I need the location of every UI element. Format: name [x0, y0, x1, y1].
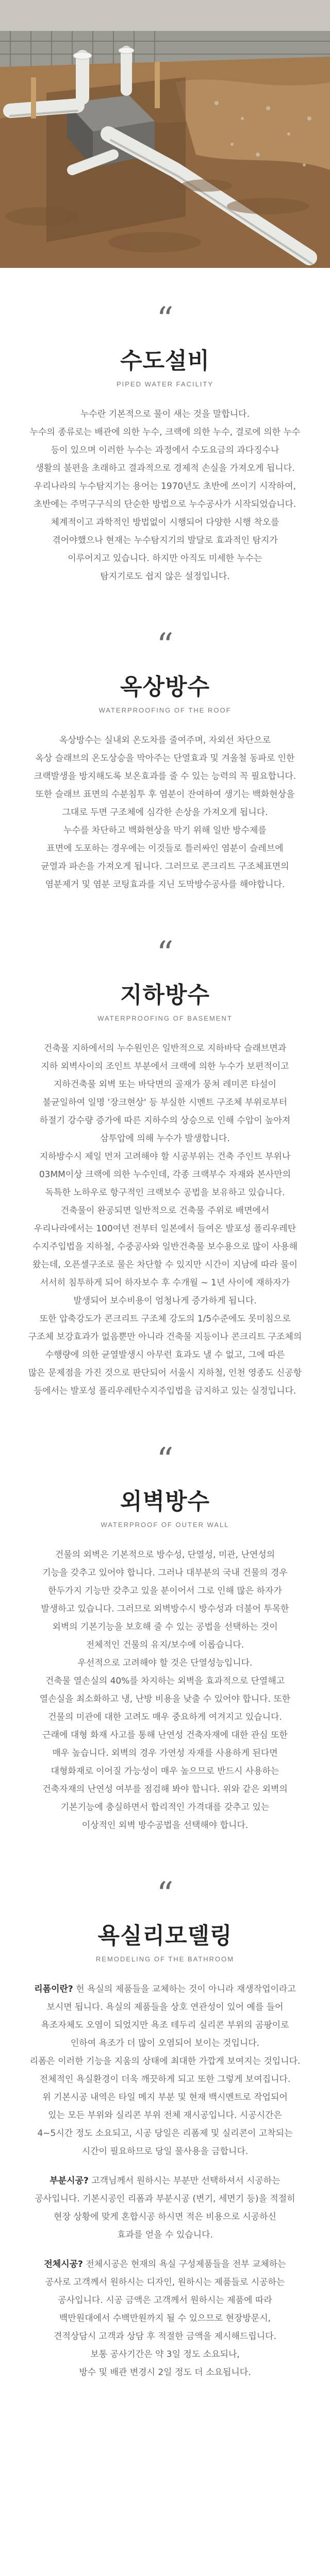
body-line: 현장 상황에 맞게 혼합시공 하시면 적은 비용으로 시공하신 — [54, 2212, 276, 2222]
body-line: 건축물이 완공되면 일반적으로 건축물 주위로 배면에서 — [60, 1206, 270, 1216]
section-basement — [0, 935, 330, 1400]
body-line: 한두가지 기능만 갖추고 있을 분이어서 그로 인해 많은 하자가 — [48, 1586, 282, 1596]
body-line: 삼투압에 의해 누수가 발생합니다. — [100, 1133, 230, 1144]
paragraph-partial — [21, 2172, 309, 2244]
paragraph-label: 전체시공? — [44, 2259, 83, 2269]
body-line: 리폼은 이러한 기능을 지움의 상태에 최대한 가깝게 보여지는 것입니다. — [29, 2056, 301, 2066]
body-line: 우선적으로 고려해야 할 것은 단열성능입니다. — [77, 1658, 253, 1668]
body-line: 등에서는 발포성 폴리우레탄수지주입법을 금지하고 있는 실정입니다. — [34, 1386, 296, 1396]
body-line: 있는 모든 부위와 실리콘 부위 전체 재시공입니다. 시공시간은 — [48, 2110, 282, 2121]
body-line: 효과를 얻을 수 있습니다. — [117, 2230, 213, 2240]
paragraph-reform — [21, 1980, 309, 2161]
section-roof — [0, 626, 330, 894]
body-line: 옥상방수는 실내외 온도차를 줄여주며, 자외선 차단으로 — [59, 735, 271, 745]
body-line: 많은 문제점을 가진 것으로 판단되어 서울시 지하철, 인천 영종도 신공항 — [28, 1368, 302, 1378]
quote-mark-icon: “ — [156, 1875, 174, 1913]
body-line: 균열과 파손을 가져오게 됩니다. 그러므로 콘크리트 구조체표면의 — [41, 861, 289, 872]
body-line: 이상적인 외벽 방수공법을 선택해야 합니다. — [81, 1820, 249, 1831]
quote-mark-icon: “ — [156, 626, 174, 665]
body-line: 인하여 욕조가 더 많이 오염되어 보이는 것입니다. — [70, 2038, 260, 2048]
body-line: 건물의 미관에 대한 고려도 매우 중요하게 여겨지고 있습니다. — [48, 1712, 282, 1722]
section-subtitle: REMODELING OF THE BATHROOM — [95, 1955, 235, 1963]
section-body — [21, 732, 309, 894]
body-line: 구조체 보강효과가 없음뿐만 아니라 건축물 지등이나 콘크리트 구조체의 — [28, 1332, 302, 1342]
body-line: 서서히 침투하게 되어 하자보수 후 수개월 ~ 1년 사이에 재하자가 — [40, 1278, 290, 1288]
section-body — [21, 1546, 309, 1835]
paragraph-full — [21, 2256, 309, 2382]
body-line: 지하방수시 제일 먼저 고려해야 할 시공부위는 건축 주인트 부위나 — [39, 1151, 291, 1162]
body-line: 부분시공? 고객님께서 원하시는 부분만 선택하셔서 시공하는 — [50, 2176, 280, 2186]
body-line: 지하건축물 외벽 또는 바닥면의 골재가 뭉쳐 레미콘 타설이 — [54, 1079, 276, 1090]
body-line: 탐지기로도 쉽지 않은 설정입니다. — [100, 571, 230, 582]
body-line: 전체적인 욕실환경이 더욱 깨끗하게 되고 또한 그렇게 보여집니다. — [39, 2074, 291, 2084]
body-line: 건축자재의 난연성 여부를 점검해 봐야 합니다. 위와 같은 외벽의 — [42, 1784, 288, 1794]
body-line: 보통 공사기간은 약 3일 정도 소요되나, — [90, 2349, 240, 2360]
body-line: 누수를 차단하고 백화현상을 막기 위해 일반 방수제를 — [63, 825, 267, 836]
section-body — [21, 1980, 309, 2382]
section-title: 외벽방수 — [120, 1489, 210, 1514]
body-line: 또한 압축강도가 콘크리트 구조체 강도의 1/5수준에도 못미침으로 — [39, 1314, 291, 1324]
body-line: 그대로 두면 구조체에 심각한 손상을 가져오게 됩니다. — [62, 807, 268, 818]
quote-mark-icon: “ — [156, 935, 174, 973]
body-line: 보시면 됩니다. 욕실의 제품들을 상호 연관성이 있어 예를 들어 — [46, 2002, 284, 2012]
section-title: 지하방수 — [120, 982, 210, 1008]
body-line: 03MM이상 크랙에 의한 누수인데, 각종 크랙부수 자재와 본사만의 — [39, 1170, 291, 1180]
paragraph-label: 부분시공? — [50, 2176, 89, 2186]
body-line: 또한 슬래브 표면의 수분침투 후 염분이 잔여하여 생기는 백화현상을 — [35, 789, 295, 800]
section-body — [21, 1040, 309, 1400]
section-body — [21, 405, 309, 586]
body-line: 전체시공? 전체시공은 현재의 욕실 구성제품들을 전부 교체하는 — [44, 2259, 286, 2269]
body-line: 시간이 필요하므로 당일 물사용을 금합니다. — [81, 2146, 249, 2157]
body-line: 발생되어 보수비용이 엄청나게 증가하게 됩니다. — [73, 1296, 257, 1306]
construction-photo — [0, 0, 330, 268]
body-line: 생활의 불편을 초래하고 결과적으로 경제적 손실을 가져오게 됩니다. — [35, 463, 295, 473]
body-line: 외벽의 기본기능을 보호해 줄 수 있는 공법을 선택하는 것이 — [52, 1622, 278, 1632]
body-line: 등이 있으며 이러한 누수는 과정에서 수도요금의 과다징수나 — [51, 445, 279, 455]
section-subtitle: WATERPROOFING OF THE ROOF — [98, 706, 232, 714]
body-line: 백만원대에서 수백만원까지 될 수 있으므로 현장방문시, — [59, 2313, 271, 2324]
section-title: 욕실리모델링 — [97, 1923, 233, 1948]
body-line: 공사입니다. 기본시공인 리폼과 부분시공 (변기, 세면기 등)을 적절히 — [35, 2194, 295, 2204]
body-line: 하절기 강수량 증가에 따른 지하수의 상승으로 인해 수압이 높아져 — [39, 1115, 291, 1126]
body-line: 염분제거 및 염분 코팅효과를 지닌 도막방수공사를 해야합니다. — [45, 879, 285, 890]
body-line: 건축물 열손실의 40%를 차지하는 외벽을 효과적으로 단열해고 — [45, 1676, 285, 1686]
body-line: 왔는데, 오픈셀구조로 물은 차단할 수 있지만 시간이 지남에 따라 물이 — [32, 1260, 298, 1270]
body-line: 위 기본시공 내역은 타일 메지 부분 및 현재 백시멘트로 작업되어 — [42, 2092, 288, 2103]
body-line: 우리나라에서는 100여년 전부터 일본에서 들여온 발포성 폴리우레탄 — [34, 1224, 296, 1234]
body-line: 옥상 슬래브의 온도상승을 막아주는 단열효과 및 겨울철 동파로 인한 — [35, 753, 295, 764]
body-line: 독특한 노하우로 항구적인 크랙보수 공법을 보유하고 있습니다. — [45, 1188, 285, 1198]
body-line: 근래에 대형 화재 사고를 통해 난연성 건축자재에 대한 관심 또한 — [42, 1730, 288, 1740]
body-line: 이루어지고 있습니다. 하지만 아직도 미세한 누수는 — [68, 553, 262, 564]
body-line: 리폼이란? 헌 욕실의 제품들을 교체하는 것이 아니라 재생작업이라고 — [34, 1984, 296, 1994]
body-line: 표면에 도포하는 경우에는 이것들로 틀러싸인 염분이 슬레브에 — [46, 843, 284, 854]
body-line: 4~5시간 정도 소요되고, 시공 당일은 리폼제 및 실리콘이 고착되는 — [37, 2128, 293, 2139]
body-line: 우리나라의 누수탐지기는 용어는 1970년도 초반에 쓰이기 시작하여, — [34, 481, 296, 492]
body-line: 건축물 지하에서의 누수원인은 일반적으로 지하바닥 슬래브면과 — [43, 1043, 287, 1054]
body-line: 불균일하여 일명 '장크현상' 등 부실한 시멘트 구조체 부위로부터 — [42, 1097, 288, 1108]
section-title: 옥상방수 — [120, 674, 210, 700]
section-water — [0, 300, 330, 586]
quote-mark-icon: “ — [156, 1441, 174, 1479]
section-title: 수도설비 — [120, 348, 210, 374]
section-outer-wall — [0, 1441, 330, 1835]
body-line: 열손실을 최소화하고 냉, 난방 비용을 낮출 수 있어야 합니다. 또한 — [39, 1694, 291, 1704]
body-line: 크랙발생을 방지해도록 보온효과를 줄 수 있는 능력의 꼭 필요합니다. — [34, 771, 296, 782]
body-line: 방수 및 배관 변경시 2일 정도 더 소요됩니다. — [79, 2367, 251, 2378]
body-line: 지하 외벽사이의 조인트 부분에서 크랙에 의한 누수가 보편적이고 — [41, 1061, 289, 1072]
body-line: 체계적이고 과학적인 방법없이 시행되어 다양한 시행 착오를 — [51, 517, 279, 528]
body-line: 견적상담시 고객과 상담 후 적절한 금액을 제시해드립니다. — [54, 2331, 276, 2342]
body-line: 겪어야했으나 현재는 누수탐지기의 발달로 효과적인 탐지가 — [52, 535, 278, 546]
body-line: 대형화재로 이어질 가능성이 매우 높으므로 반드시 사용하는 — [51, 1766, 279, 1776]
body-line: 욕조자체도 오염이 되었지만 욕조 테두리 실리콘 부위의 곰팡이로 — [41, 2020, 289, 2030]
body-line: 건물의 외벽은 기본적으로 방수성, 단열성, 미관, 난연성의 — [55, 1550, 275, 1560]
body-line: 수행량에 의한 균열발생시 아무런 효과도 낼 수 없고, 그에 따른 — [45, 1350, 285, 1360]
section-subtitle: WATERPROOFING OF BASEMENT — [97, 1014, 233, 1022]
body-line: 누수의 종류로는 배관에 의한 누수, 크랙에 의한 누수, 결로에 의한 누수 — [29, 427, 301, 437]
section-subtitle: WATERPROOF OF OUTER WALL — [101, 1521, 229, 1529]
body-line: 수지주입법을 지하철, 수중공사와 일반건축물 보수용으로 많이 사용해 — [32, 1242, 298, 1252]
body-line: 공사입니다. 시공 금액은 고객께서 원하시는 제품에 따라 — [58, 2295, 272, 2306]
paragraph-label: 리폼이란? — [34, 1984, 73, 1994]
body-line: 초반에는 주먹구구식의 단순한 방법으로 누수공사가 시작되었습니다. — [34, 499, 296, 510]
body-line: 발생하고 있습니다. 그러므로 외벽방수시 방수성과 더불어 투목한 — [41, 1604, 289, 1614]
body-line: 기본기능에 충실하면서 합리적인 가격대를 갖추고 있는 — [60, 1802, 270, 1812]
quote-mark-icon: “ — [156, 300, 174, 338]
section-subtitle: PIPED WATER FACILITY — [116, 380, 214, 388]
body-line: 전체적인 건물의 유지/보수에 이롭습니다. — [86, 1640, 244, 1650]
section-bathroom — [0, 1875, 330, 2382]
hero-image — [0, 0, 330, 268]
body-line: 기능을 갖추고 있어야 합니다. 그러나 대부분의 국내 건물의 경우 — [42, 1568, 288, 1578]
body-line: 누수란 기본적으로 물이 새는 것을 말합니다. — [80, 409, 250, 419]
body-line: 매우 높습니다. 외벽의 경우 가연성 자재를 사용하게 된다면 — [52, 1748, 278, 1758]
body-line: 공사로 고객께서 원하시는 디자인, 원하시는 제품들로 시공하는 — [45, 2277, 285, 2287]
